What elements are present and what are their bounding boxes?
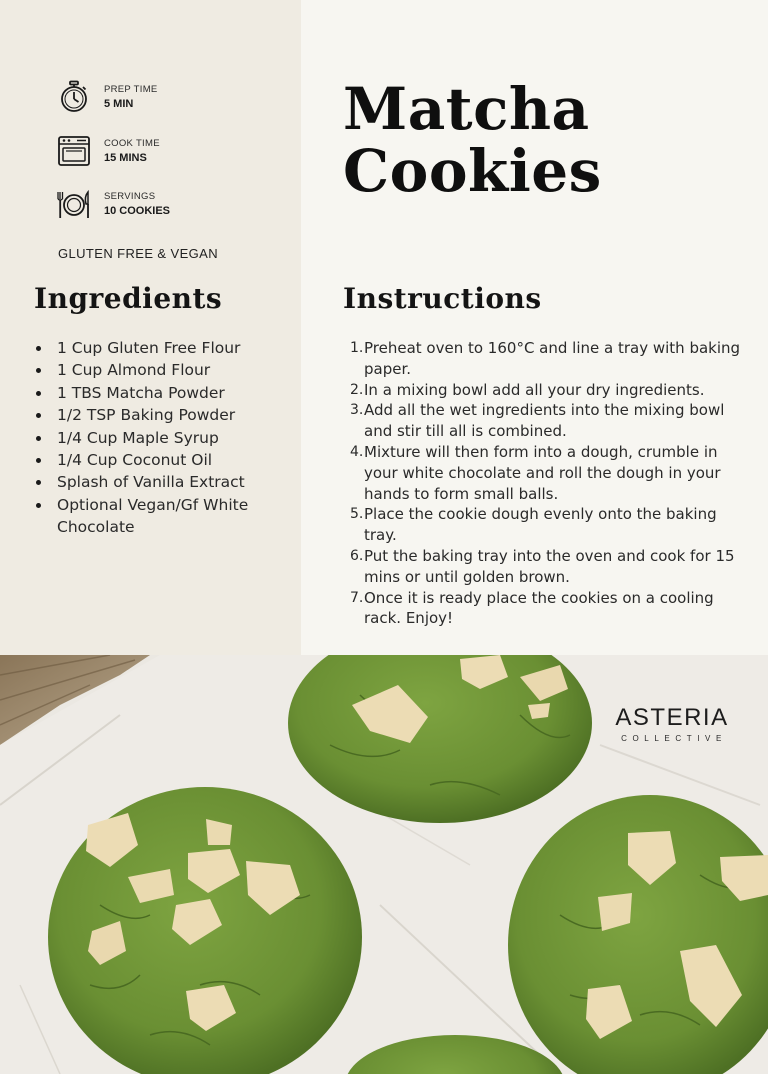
step-number: 6. [350,547,364,564]
title-line-2: Cookies [343,137,602,205]
instructions-heading: Instructions [343,282,542,315]
instruction-step [343,442,743,504]
ingredients-list [35,337,285,539]
step-text: Put the baking tray into the oven and cook for 15 mins or until golden brown. [364,546,735,586]
instruction-step [343,546,743,588]
diet-note: GLUTEN FREE & VEGAN [58,246,219,261]
step-number: 5. [350,506,364,523]
step-text: Add all the wet ingredients into the mixing bowl and stir till all is combined. [364,401,725,441]
ingredient-item: Optional Vegan/Gf White Chocolate [35,494,285,539]
servings-row [57,187,170,221]
brand-name: ASTERIA [615,704,729,731]
cook-time-label: COOK TIME [104,138,160,149]
brand-subtitle: COLLECTIVE [621,734,727,743]
step-text: Once it is ready place the cookies on a cooling rack. Enjoy! [364,588,714,628]
servings-value: 10 COOKIES [104,205,171,217]
cook-time-value: 15 MINS [104,152,147,164]
instruction-step [343,380,743,401]
step-text: Mixture will then form into a dough, crumble in your white chocolate and roll the dough in your hands to form small balls. [364,442,721,503]
recipe-title [343,75,602,205]
ingredients-heading: Ingredients [34,282,223,315]
step-number: 3. [350,402,364,419]
instruction-step [343,400,743,442]
ingredient-item: Splash of Vanilla Extract [35,471,285,493]
plate-cutlery-icon [57,187,91,221]
step-text: Place the cookie dough evenly onto the baking tray. [364,505,717,545]
prep-time-row [57,80,158,114]
instruction-step [343,588,743,630]
instruction-step [343,338,743,380]
ingredient-item: 1/2 TSP Baking Powder [35,404,285,426]
title-line-1: Matcha [343,75,590,143]
cook-time-row [57,134,160,168]
step-number: 7. [350,589,364,606]
ingredient-item: 1 TBS Matcha Powder [35,382,285,404]
brand-logo [612,704,732,743]
oven-icon [57,134,91,168]
servings-label: SERVINGS [104,191,156,202]
prep-time-label: PREP TIME [104,84,158,95]
step-number: 4. [350,443,364,460]
step-text: Preheat oven to 160°C and line a tray with baking paper. [364,339,741,378]
step-number: 1. [350,340,364,356]
ingredient-item: 1 Cup Almond Flour [35,359,285,381]
instruction-step [343,504,743,546]
instructions-list [343,338,743,629]
ingredient-item: 1/4 Cup Maple Syrup [35,427,285,449]
ingredient-item: 1/4 Cup Coconut Oil [35,449,285,471]
ingredient-item: 1 Cup Gluten Free Flour [35,337,285,359]
step-number: 2. [350,381,364,398]
stopwatch-icon [57,80,91,114]
step-text: In a mixing bowl add all your dry ingredients. [364,380,705,399]
prep-time-value: 5 MIN [104,98,134,110]
